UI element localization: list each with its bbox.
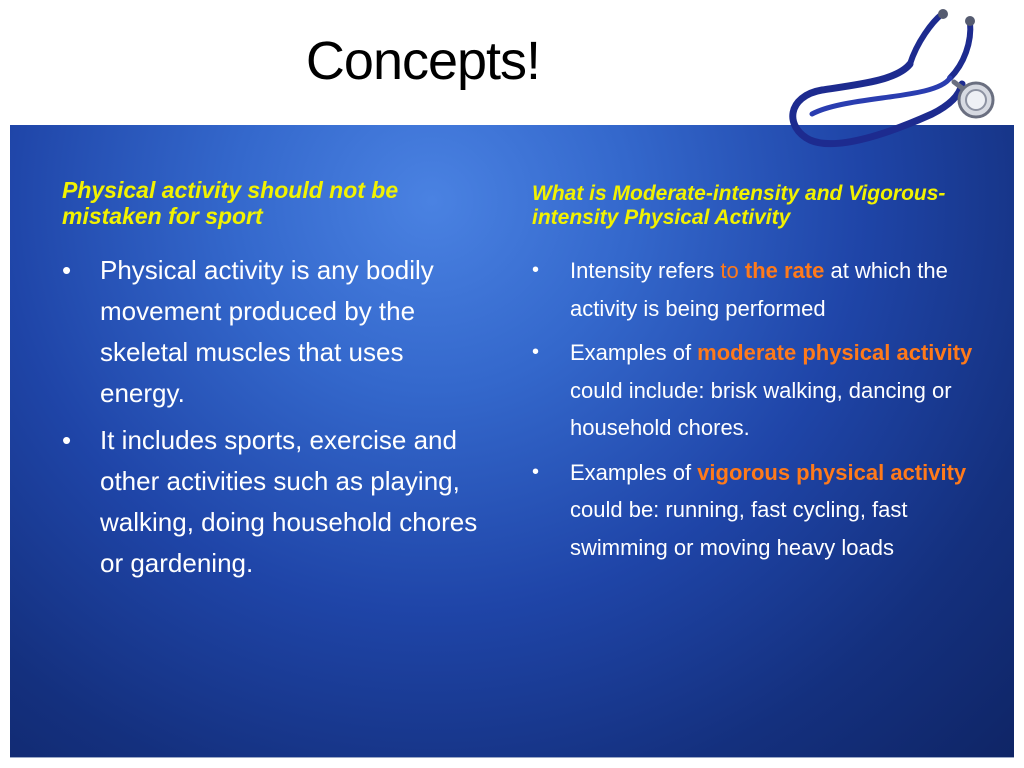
bullet-text-start: Examples of xyxy=(570,459,698,485)
bullet-marker: • xyxy=(532,460,540,483)
bullet-text: Physical activity is any bodily movement produced by the skeletal muscles that uses energy. xyxy=(100,255,434,408)
left-column-heading: Physical activity should not be mistaken for sport xyxy=(62,177,399,229)
slide-title: Concepts! xyxy=(305,31,541,91)
bullet-marker: • xyxy=(62,425,72,455)
bullet-text-end: could include: brisk walking, dancing or household chores. xyxy=(570,377,952,440)
stethoscope-icon xyxy=(782,2,1002,152)
list-item xyxy=(532,454,980,567)
left-bullet-list xyxy=(62,250,495,590)
list-item xyxy=(62,420,495,584)
list-item xyxy=(62,250,495,414)
list-item xyxy=(532,252,980,327)
content-panel xyxy=(10,125,1014,758)
right-bullet-list xyxy=(532,252,980,573)
highlight-phrase: vigorous physical activity xyxy=(697,459,967,485)
highlight-phrase: the rate xyxy=(744,258,825,283)
bullet-marker: • xyxy=(532,259,540,281)
list-item xyxy=(532,334,980,447)
highlight-phrase: moderate physical activity xyxy=(697,340,973,365)
highlight-word: to xyxy=(720,258,739,283)
bullet-text-start: Examples of xyxy=(570,340,698,365)
bullet-text-end: at which the activity is being performed xyxy=(570,258,948,321)
bullet-marker: • xyxy=(532,341,540,363)
bullet-text-start: Intensity refers xyxy=(570,258,721,283)
bullet-marker: • xyxy=(62,255,72,285)
right-column-heading: What is Moderate-intensity and Vigorous- intensity Physical Activity xyxy=(532,182,946,229)
bullet-text-end: could be: running, fast cycling, fast swimming or moving heavy loads xyxy=(570,497,908,560)
bullet-text: It includes sports, exercise and other activities such as playing, walking, doing household chores or gardening. xyxy=(100,425,478,578)
